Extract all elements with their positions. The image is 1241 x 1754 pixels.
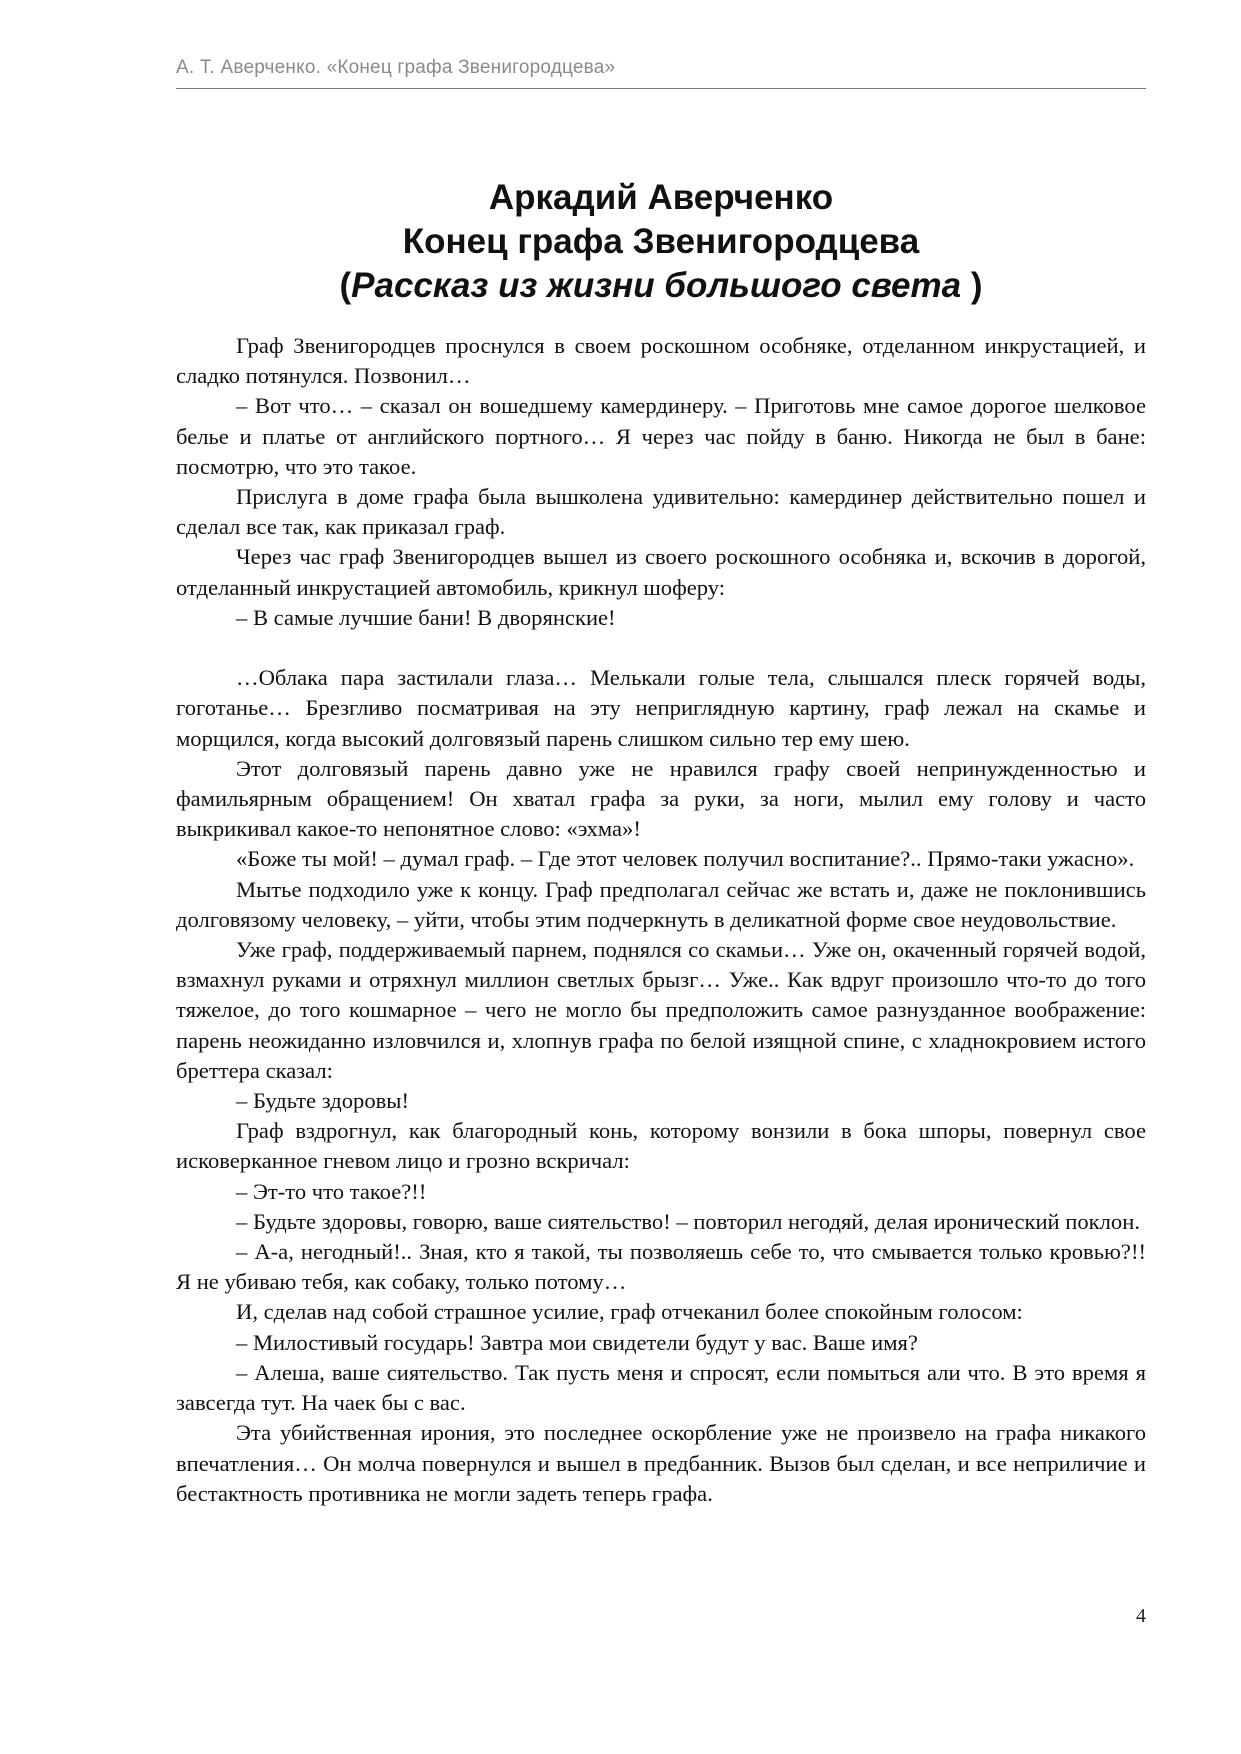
paragraph: – Вот что… – сказал он вошедшему камердинеру. – Приготовь мне самое дорогое шелковое белье и платье от английского портного… Я через час пойду в баню. Никогда не был в бане: посмотрю, что это такое. [176,393,1146,479]
subtitle-close-paren: ) [961,266,983,305]
paragraph: «Боже ты мой! – думал граф. – Где этот человек получил воспитание?.. Прямо-таки ужасно». [236,846,1135,872]
page-number: 4 [1136,1605,1146,1627]
paragraph: – В самые лучшие бани! В дворянские! [236,604,616,630]
paragraph: – Будьте здоровы, говорю, ваше сиятельство! – повторил негодяй, делая иронический поклон. [236,1208,1140,1234]
paragraph: – Алеша, ваше сиятельство. Так пусть меня и спросят, если помыться али что. В это время я завсегда тут. На чаек бы с вас. [176,1359,1146,1416]
paragraph: Граф Звенигородцев проснулся в своем роскошном особняке, отделанном инкрустацией, и сладко потянулся. Позвонил… [176,333,1146,389]
story-body [176,331,1146,1509]
paragraph: – Эт-то что такое?!! [236,1178,427,1204]
paragraph: Эта убийственная ирония, это последнее оскорбление уже не произвело на графа никакого впечатления… Он молча повернулся и вышел в предбанник. Вызов был сделан, и все неприличие и бестактность противника не могли задеть теперь графа. [176,1420,1146,1506]
paragraph: Прислуга в доме графа была вышколена удивительно: камердинер действительно пошел и сделал все так, как приказал граф. [176,484,1146,540]
running-header: А. Т. Аверченко. «Конец графа Звенигородцева» [176,57,616,78]
title-block [176,176,1146,308]
paragraph: Граф вздрогнул, как благородный конь, которому вонзили в бока шпоры, повернул свое исковерканное гневом лицо и грозно вскричал: [176,1118,1146,1174]
paragraph: …Облака пара застилали глаза… Мелькали голые тела, слышался плеск горячей воды, гоготанье… Брезгливо посматривая на эту неприглядную картину, граф лежал на скамье и морщился, когда высокий долговязый парень слишком сильно тер ему шею. [176,665,1146,751]
author-name: Аркадий Аверченко [488,178,834,217]
paragraph: – Милостивый государь! Завтра мои свидетели будут у вас. Ваше имя? [236,1329,918,1355]
story-subtitle [176,264,1146,308]
subtitle-open-paren: ( [339,266,352,305]
paragraph: И, сделав над собой страшное усилие, граф отчеканил более спокойным голосом: [236,1299,1023,1325]
paragraph: – А-а, негодный!.. Зная, кто я такой, ты позволяешь себе то, что смывается только кровью?!! Я не убиваю тебя, как собаку, только потому… [176,1239,1146,1295]
paragraph: – Будьте здоровы! [236,1088,409,1114]
paragraph: Этот долговязый парень давно уже не нравился графу своей непринужденностью и фамильярным обращением! Он хватал графа за руки, за ноги, мылил ему голову и часто выкрикивал какое-то непонятное слово: «эхма»! [176,755,1146,842]
paragraph: Мытье подходило уже к концу. Граф предполагал сейчас же встать и, даже не поклонившись долговязому человеку, – уйти, чтобы этим подчеркнуть в деликатной форме свое неудовольствие. [176,876,1146,932]
paragraph: Уже граф, поддерживаемый парнем, поднялся со скамьи… Уже он, окаченный горячей водой, взмахнул руками и отряхнул миллион светлых брызг… Уже.. Как вдруг произошло что-то до того тяжелое, до того кошмарное – чего не могло бы предположить самое разнузданное воображение: парень неожиданно изловчился и, хлопнув графа по белой изящной спине, с хладнокровием истого бреттера сказал: [176,937,1146,1083]
subtitle-text: Рассказ из жизни большого света [351,266,962,305]
story-title: Конец графа Звенигородцева [402,222,920,261]
paragraph: Через час граф Звенигородцев вышел из своего роскошного особняка и, вскочив в дорогой, отделанный инкрустацией автомобиль, крикнул шоферу: [176,544,1146,600]
header-divider [176,88,1146,89]
